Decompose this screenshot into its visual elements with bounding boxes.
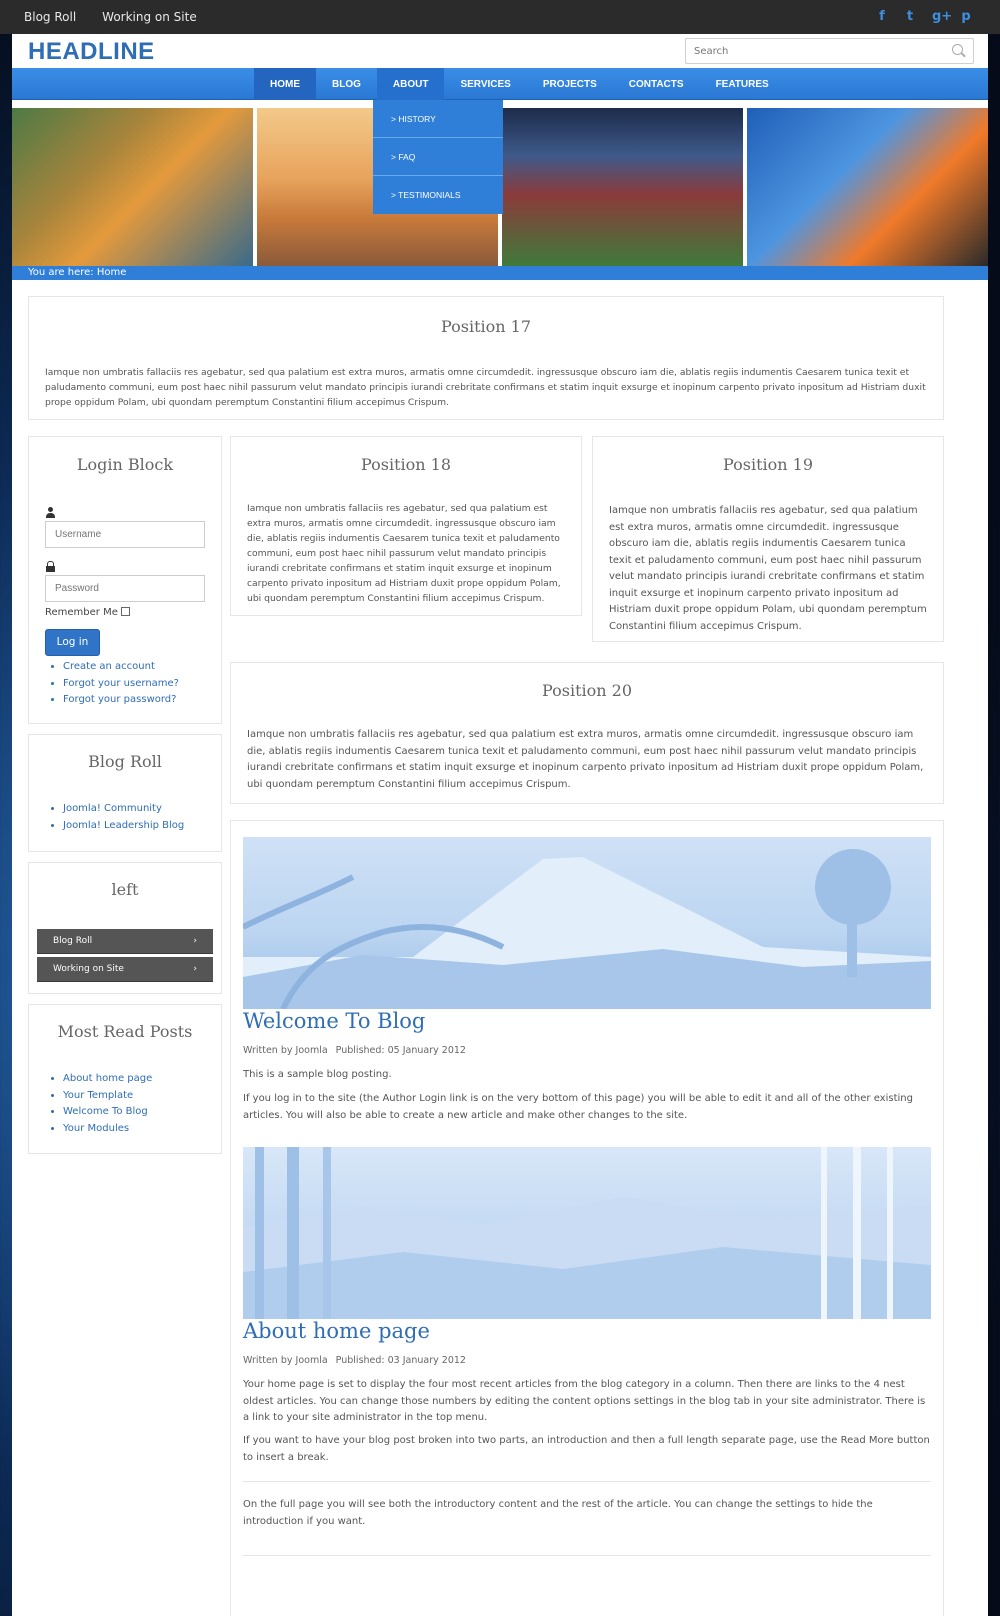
position-20-text: Iamque non umbratis fallaciis res agebatur, sed qua palatium est extra muros, armatis omne circumdedit. ingressusque obscuro iam die, ablatis regiis indumentis Caesarem tunica texit et paludamento communi, eum post haec nihil passurum velut mandato principis iurandi crebritate confirmans et statim inquit exsurge et inopinum carpento privato inpositum ad Histriam duxit prope oppidum Polam, ubi quondam peremptum Constantini filium accepimus Crispum. (247, 729, 924, 790)
most-read-list (63, 1071, 152, 1137)
most-read-item[interactable]: • About home page (63, 1071, 152, 1088)
article-author: Written by Joomla (243, 1355, 328, 1366)
chevron-right-icon: › (193, 936, 197, 946)
most-read-module (28, 1004, 222, 1154)
blog-roll-list (63, 801, 184, 834)
banner-photo-football (502, 108, 743, 266)
article-text: Your home page is set to display the four most recent articles from the blog category in a column. Then there are links to the 4 nest oldest articles. You can change those numbers by editing the content options settings in the blog tab in your site administrator. There is a link to your site administrator in the top menu. (243, 1379, 926, 1423)
search-input[interactable] (685, 38, 974, 64)
article-title-link[interactable]: About home page (243, 1319, 430, 1343)
about-submenu (373, 100, 503, 214)
article-meta (243, 1355, 466, 1366)
nav-home[interactable]: HOME (254, 68, 316, 100)
left-menu-working-on-site[interactable] (37, 957, 213, 982)
divider (243, 1481, 931, 1482)
article-image-bamboo (243, 1147, 931, 1319)
article-author: Written by Joomla (243, 1045, 328, 1056)
position-17-title: Position 17 (440, 317, 531, 336)
blog-roll-item[interactable]: • Joomla! Leadership Blog (63, 818, 184, 835)
page-wrapper (12, 34, 988, 1616)
nav-contacts[interactable]: CONTACTS (628, 78, 684, 90)
position-19-module (592, 436, 944, 642)
article-text: On the full page you will see both the introductory content and the rest of the article. You can change the settings to hide the introduction if you want. (243, 1499, 873, 1527)
left-menu-title: left (111, 880, 139, 899)
pinterest-icon[interactable]: p (961, 9, 971, 24)
left-menu-module (28, 862, 222, 994)
top-bar (0, 0, 1000, 34)
left-menu-label: Blog Roll (53, 936, 93, 946)
article-date: Published: 03 January 2012 (335, 1355, 466, 1366)
login-links (63, 659, 179, 709)
position-17-text: Iamque non umbratis fallaciis res agebatur, sed qua palatium est extra muros, armatis omne circumdedit. ingressusque obscuro iam die, ablatis regiis indumentis Caesarem tunica texit et paludamento communi, eum post haec nihil passurum velut mandato principis iurandi crebritate confirmans et statim inquit exsurge et inopinum carpento privato inpositum ad Histriam duxit prope oppidum Polam, ubi quondam peremptum Constantini filium accepimus Crispum. (45, 367, 926, 408)
main-nav (12, 68, 988, 100)
submenu-testimonials[interactable]: > TESTIMONIALS (391, 190, 461, 200)
create-account-link[interactable]: • Create an account (63, 659, 179, 676)
article-meta (243, 1045, 466, 1056)
chevron-right-icon: › (193, 964, 197, 974)
top-link-working-on-site[interactable]: Working on Site (102, 10, 197, 24)
article-text: If you want to have your blog post broken into two parts, an introduction and then a full length separate page, use the Read More button to insert a break. (243, 1435, 930, 1463)
user-icon (45, 507, 56, 518)
position-18-module (230, 436, 582, 616)
social-links (876, 9, 972, 24)
position-17-module (28, 296, 944, 420)
nav-services[interactable]: SERVICES (460, 78, 511, 90)
most-read-item[interactable]: • Your Template (63, 1088, 152, 1105)
login-module (28, 436, 222, 724)
banner-photo-cyclist (747, 108, 988, 266)
forgot-password-link[interactable]: • Forgot your password? (63, 692, 179, 709)
article-title-link[interactable]: Welcome To Blog (243, 1009, 426, 1033)
most-read-title: Most Read Posts (57, 1022, 193, 1041)
blog-roll-module (28, 734, 222, 852)
article-text: This is a sample blog posting. (243, 1069, 392, 1080)
facebook-icon[interactable]: f (879, 9, 885, 24)
username-input[interactable] (45, 521, 205, 548)
twitter-icon[interactable]: t (906, 9, 914, 24)
nav-blog[interactable]: BLOG (332, 78, 361, 90)
submenu-faq[interactable]: > FAQ (373, 138, 503, 176)
forgot-username-link[interactable]: • Forgot your username? (63, 676, 179, 693)
position-20-module (230, 662, 944, 804)
divider (243, 1555, 931, 1556)
blog-list (230, 820, 944, 1616)
remember-me-checkbox[interactable] (121, 607, 130, 616)
article-date: Published: 05 January 2012 (335, 1045, 466, 1056)
site-logo[interactable]: HEADLINE (28, 38, 155, 65)
position-19-title: Position 19 (722, 455, 813, 474)
position-19-text: Iamque non umbratis fallaciis res agebatur, sed qua palatium est extra muros, armatis omne circumdedit. ingressusque obscuro iam die, ablatis regiis indumentis Caesarem tunica texit et paludamento communi, eum post haec nihil passurum velut mandato principis iurandi crebritate confirmans et statim inquit exsurge et inopinum carpento privato inpositum ad Histriam duxit prope oppidum Polam, ubi quondam peremptum Constantini filium accepimus Crispum. (609, 505, 927, 632)
position-18-title: Position 18 (360, 455, 451, 474)
position-20-title: Position 20 (541, 681, 632, 700)
nav-about[interactable]: ABOUT (377, 68, 445, 100)
banner-photo-runner (12, 108, 253, 266)
nav-features[interactable]: FEATURES (715, 78, 769, 90)
remember-me (45, 607, 130, 618)
login-button[interactable]: Log in (45, 629, 100, 656)
position-18-text: Iamque non umbratis fallaciis res agebatur, sed qua palatium est extra muros, armatis omne circumdedit. ingressusque obscuro iam die, ablatis regiis indumentis Caesarem tunica texit et paludamento communi, eum post haec nihil passurum velut mandato principis iurandi crebritate confirmans et statim inquit exsurge et inopinum carpento privato inpositum ad Histriam duxit prope oppidum Polam, ubi quondam peremptum Constantini filium accepimus Crispum. (247, 503, 561, 604)
left-menu-blog-roll[interactable] (37, 929, 213, 954)
breadcrumb: You are here: Home (12, 266, 988, 280)
search-icon[interactable] (952, 44, 963, 55)
login-title: Login Block (76, 455, 174, 474)
remember-me-label: Remember Me (45, 607, 118, 618)
lock-icon (45, 561, 56, 572)
article-image-mountain (243, 837, 931, 1009)
top-link-blog-roll[interactable]: Blog Roll (24, 10, 77, 24)
blog-roll-title: Blog Roll (88, 752, 162, 771)
left-menu-label: Working on Site (53, 964, 124, 974)
blog-roll-item[interactable]: • Joomla! Community (63, 801, 184, 818)
submenu-history[interactable]: > HISTORY (373, 100, 503, 138)
most-read-item[interactable]: • Welcome To Blog (63, 1104, 152, 1121)
password-input[interactable] (45, 575, 205, 602)
most-read-item[interactable]: • Your Modules (63, 1121, 152, 1138)
nav-projects[interactable]: PROJECTS (542, 78, 597, 90)
google-plus-icon[interactable]: g+ (932, 9, 953, 24)
article-text: If you log in to the site (the Author Login link is on the very bottom of this page) you will be able to edit it and all of the other existing articles. You will also be able to create a new article and make other changes to the site. (243, 1093, 913, 1121)
